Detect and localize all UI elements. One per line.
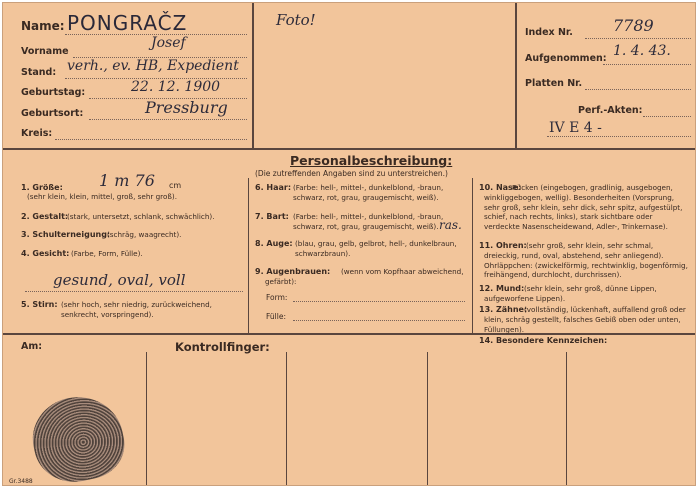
name-value: PONGRAČZ: [67, 11, 188, 35]
mund-text: (sehr klein, sehr groß, dünne Lippen, aufgeworfene Lippen).: [484, 284, 657, 303]
kontrollfinger-label: Kontrollfinger:: [175, 340, 270, 354]
mund-label: 12. Mund:: [479, 284, 525, 293]
groesse-label: 1. Größe:: [21, 183, 63, 192]
zaehne-text: (vollständig, lückenhaft, auffallend groß oder klein, schräg gestellt, falsches Gebiß oben oder unten, Füllungen).: [484, 305, 686, 334]
ohren-label: 11. Ohren:: [479, 241, 527, 250]
divider-bottom-col-3: [427, 352, 428, 486]
personal-title: Personalbeschreibung:: [290, 153, 453, 168]
schulterneigung-text: (schräg, waagrecht).: [107, 230, 182, 239]
kreis-label: Kreis:: [21, 128, 53, 139]
divider-bottom-col-2: [286, 352, 287, 486]
nase-text: Rücken (eingebogen, gradlinig, ausgebogen, winkliggebogen, wellig). Besonderheiten (Vorsprung, sehr groß, sehr klein, sehr dick, sehr spitz, aufgestülpt, schief, nach rechts, links), stark sichtbare oder verdeckte Nasenscheidewand, Adler-, Trinkernase).: [484, 183, 683, 232]
foto-label: Foto!: [276, 11, 316, 29]
stand-value: verh., ev. HB, Expedient: [67, 58, 239, 74]
auge-label: 8. Auge:: [255, 239, 293, 248]
gestalt-label: 2. Gestalt:: [21, 212, 69, 221]
form-label: Form:: [266, 293, 288, 302]
bart-label: 7. Bart:: [255, 212, 289, 221]
divider-mid-col-1: [248, 178, 249, 333]
geburtsort-value: Pressburg: [145, 98, 228, 117]
aufgenommen-label: Aufgenommen:: [525, 53, 607, 64]
kreis-dots: [55, 139, 247, 140]
akten-label: Perf.-Akten:: [578, 105, 643, 116]
haar-label: 6. Haar:: [255, 183, 292, 192]
gesicht-label: 4. Gesicht:: [21, 249, 70, 258]
index-dots: [585, 38, 691, 39]
akten-value: IV E 4 -: [549, 120, 602, 136]
fingerprint-image: [25, 389, 130, 486]
geburtsort-label: Geburtsort:: [21, 108, 84, 119]
geburtsort-dots: [89, 119, 247, 120]
groesse-text: (sehr klein, klein, mittel, groß, sehr groß).: [27, 192, 177, 201]
auge-text: (blau, grau, gelb, gelbrot, hell-, dunkelbraun, schwarzbraun).: [295, 239, 457, 258]
schulterneigung-label: 3. Schulterneigung:: [21, 230, 111, 239]
form-code: Gr.3488: [9, 478, 33, 485]
augenbrauen-text: (wenn vom Kopfhaar abweichend, gefärbt):: [265, 267, 464, 286]
divider-header-right: [515, 3, 517, 148]
aufgenommen-value: 1. 4. 43.: [613, 43, 671, 59]
stirn-text: (sehr hoch, sehr niedrig, zurückweichend, senkrecht, vorspringend).: [61, 300, 212, 319]
index-value: 7789: [613, 16, 654, 35]
gesicht-text: (Farbe, Form, Fülle).: [71, 249, 143, 258]
bart-text: (Farbe: hell-, mittel-, dunkelblond, -braun, schwarz, rot, grau, graugemischt, weiß).: [293, 212, 444, 231]
gestalt-text: (stark, untersetzt, schlank, schwächlich).: [67, 212, 215, 221]
platten-dots: [585, 89, 691, 90]
stand-label: Stand:: [21, 67, 57, 78]
platten-label: Platten Nr.: [525, 78, 583, 89]
fuelle-label: Fülle:: [266, 312, 286, 321]
divider-mid-col-2: [472, 178, 473, 333]
groesse-unit: cm: [169, 181, 182, 190]
divider-bottom-col-1: [146, 352, 147, 486]
nase-label: 10. Nase:: [479, 183, 522, 192]
divider-bottom-col-4: [566, 352, 567, 486]
gesicht-value: gesund, oval, voll: [53, 271, 186, 289]
zaehne-label: 13. Zähne:: [479, 305, 528, 314]
fuelle-dots: [293, 320, 465, 321]
name-label: Name:: [21, 19, 65, 33]
am-label: Am:: [21, 341, 43, 352]
personal-subtitle: (Die zutreffenden Angaben sind zu unterstreichen.): [255, 169, 448, 178]
gesicht-dots: [25, 291, 243, 292]
augenbrauen-label: 9. Augenbrauen:: [255, 267, 331, 276]
divider-header-bottom: [3, 148, 696, 150]
haar-text: (Farbe: hell-, mittel-, dunkelblond, -braun, schwarz, rot, grau, graugemischt, weiß).: [293, 183, 444, 202]
stirn-label: 5. Stirn:: [21, 300, 58, 309]
ohren-text: (sehr groß, sehr klein, sehr schmal, dreieckig, rund, oval, abstehend, sehr anliegend). Ohrläppchen: (zwickelförmig, rechtwinklig, bogenförmig, freihängend, durchlocht, durchrissen).: [484, 241, 688, 280]
groesse-value: 1 m 76: [99, 171, 155, 190]
geburtstag-value: 22. 12. 1900: [131, 79, 221, 95]
divider-header-left: [252, 3, 254, 148]
form-dots: [293, 301, 465, 302]
aufgenommen-dots: [603, 64, 691, 65]
akten-dots: [643, 116, 691, 117]
vorname-label: Vorname: [21, 46, 69, 57]
bart-value: ras.: [439, 218, 462, 232]
vorname-value: Josef: [151, 35, 186, 51]
index-label: Index Nr.: [525, 27, 573, 38]
kennzeichen-label: 14. Besondere Kennzeichen:: [479, 336, 608, 345]
personal-record-card: [2, 2, 696, 486]
geburtstag-label: Geburtstag:: [21, 87, 86, 98]
akten-value-dots: [547, 136, 691, 137]
